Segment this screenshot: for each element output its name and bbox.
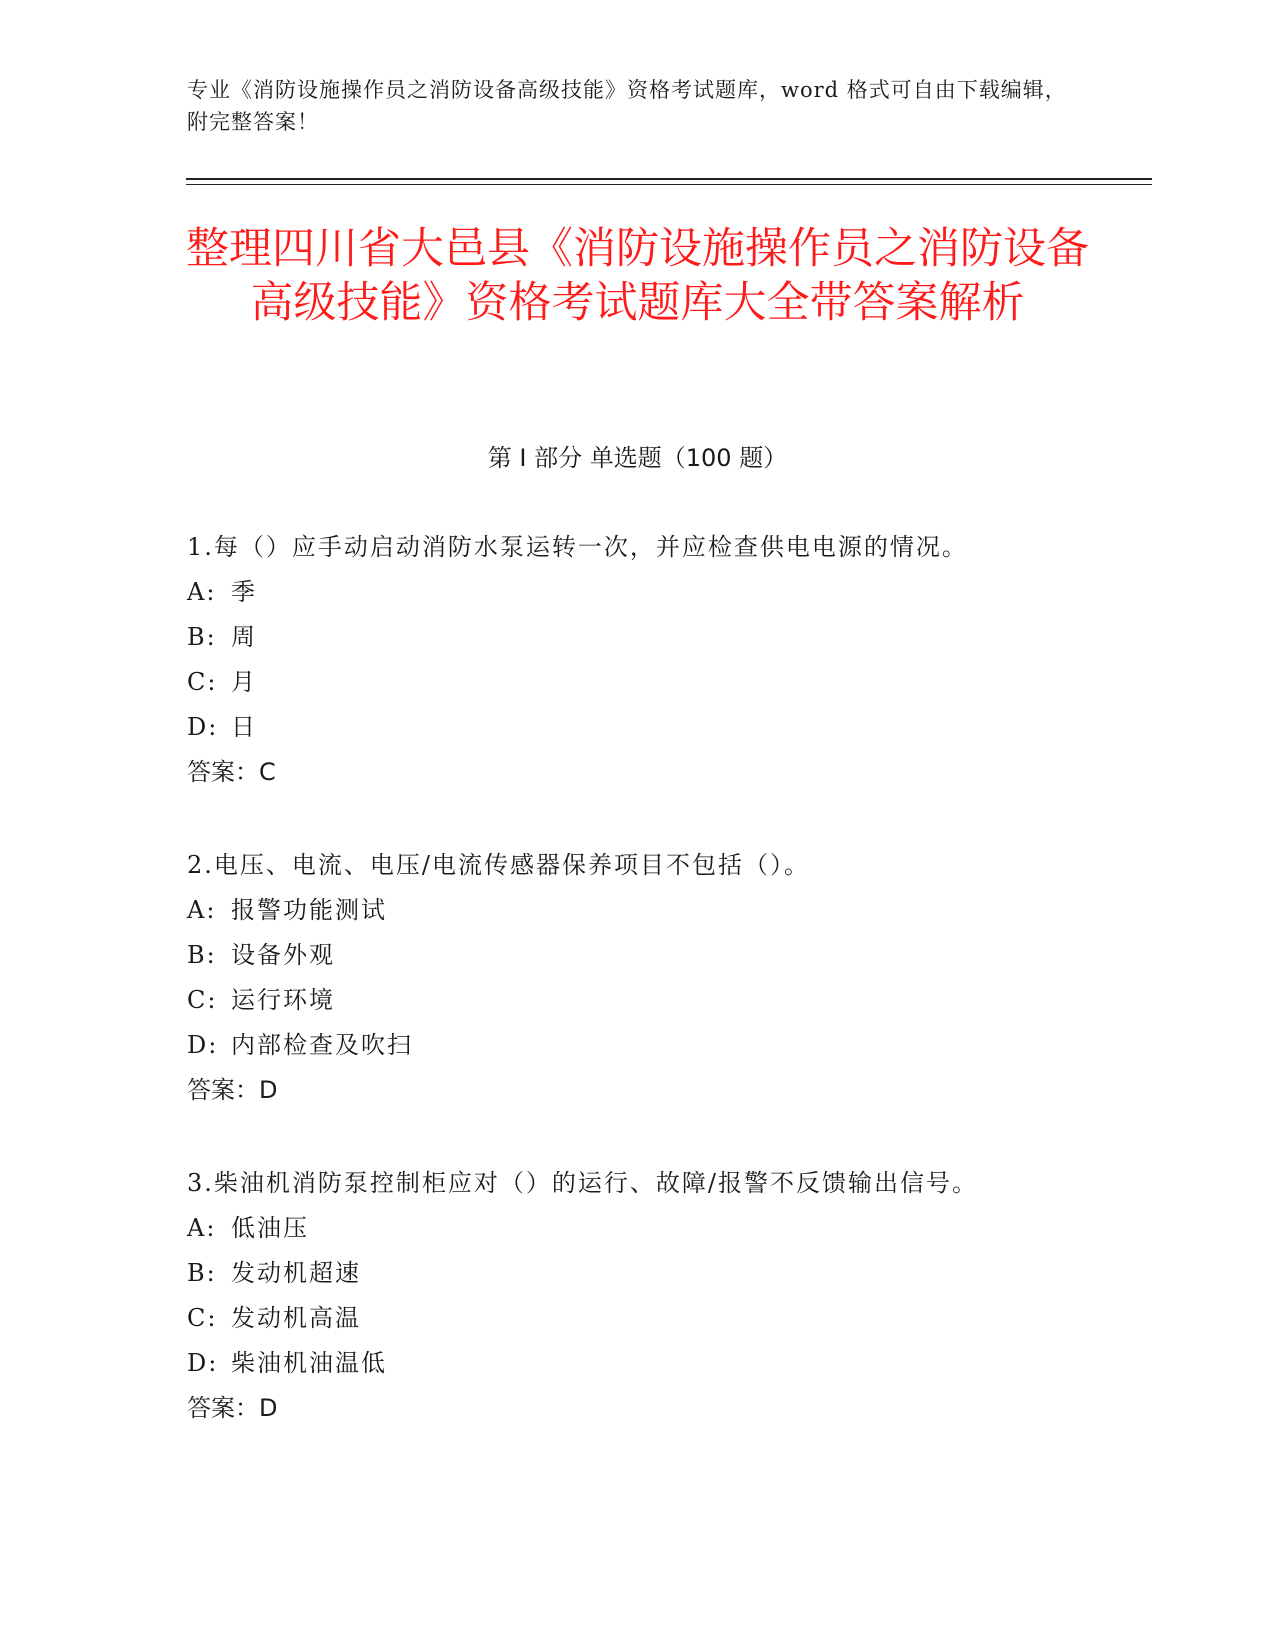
option-letter: A: [187, 896, 217, 924]
option-text: 报警功能测试 [231, 896, 387, 924]
option-text: 内部检查及吹扫 [231, 1031, 413, 1059]
option-letter: B: [187, 941, 217, 969]
option-letter: B: [187, 623, 217, 651]
option-b [187, 933, 1147, 978]
option-a [187, 570, 1147, 615]
answer-line: 答案：D [187, 1394, 278, 1422]
option-letter: D: [187, 1031, 219, 1059]
option-letter: B: [187, 1259, 217, 1287]
option-text: 发动机超速 [231, 1259, 361, 1287]
option-b [187, 615, 1147, 660]
option-letter: C: [187, 668, 218, 696]
option-a [187, 888, 1147, 933]
question-2 [187, 843, 1147, 1113]
option-letter: A: [187, 578, 217, 606]
option-text: 柴油机油温低 [231, 1349, 387, 1377]
option-text: 日 [231, 713, 257, 741]
option-a [187, 1206, 1147, 1251]
option-letter: D: [187, 713, 219, 741]
header-divider-thick [186, 178, 1152, 180]
option-text: 季 [231, 578, 257, 606]
question-stem: 1.每（）应手动启动消防水泵运转一次，并应检查供电电源的情况。 [187, 533, 968, 561]
option-d [187, 705, 1147, 750]
section-heading: 第 I 部分 单选题（100 题） [487, 444, 788, 472]
option-b [187, 1251, 1147, 1296]
option-d [187, 1341, 1147, 1386]
option-letter: C: [187, 1304, 218, 1332]
question-1 [187, 525, 1147, 795]
option-c [187, 978, 1147, 1023]
question-stem: 3.柴油机消防泵控制柜应对（）的运行、故障/报警不反馈输出信号。 [187, 1169, 978, 1197]
answer-line: 答案：D [187, 1076, 278, 1104]
header-divider-thin [186, 184, 1152, 185]
option-letter: A: [187, 1214, 217, 1242]
option-text: 周 [231, 623, 257, 651]
option-text: 低油压 [231, 1214, 309, 1242]
option-c [187, 1296, 1147, 1341]
option-text: 运行环境 [231, 986, 335, 1014]
option-d [187, 1023, 1147, 1068]
header-note: 专业《消防设施操作员之消防设备高级技能》资格考试题库，word 格式可自由下载编辑，附完整答案！ [187, 78, 1067, 134]
option-letter: D: [187, 1349, 219, 1377]
option-text: 月 [231, 668, 257, 696]
option-c [187, 660, 1147, 705]
document-title: 整理四川省大邑县《消防设施操作员之消防设备高级技能》资格考试题库大全带答案解析 [186, 224, 1089, 328]
option-text: 设备外观 [231, 941, 335, 969]
question-stem: 2.电压、电流、电压/电流传感器保养项目不包括（）。 [187, 851, 810, 879]
option-letter: C: [187, 986, 218, 1014]
option-text: 发动机高温 [231, 1304, 361, 1332]
answer-line: 答案：C [187, 758, 276, 786]
question-3 [187, 1161, 1147, 1431]
